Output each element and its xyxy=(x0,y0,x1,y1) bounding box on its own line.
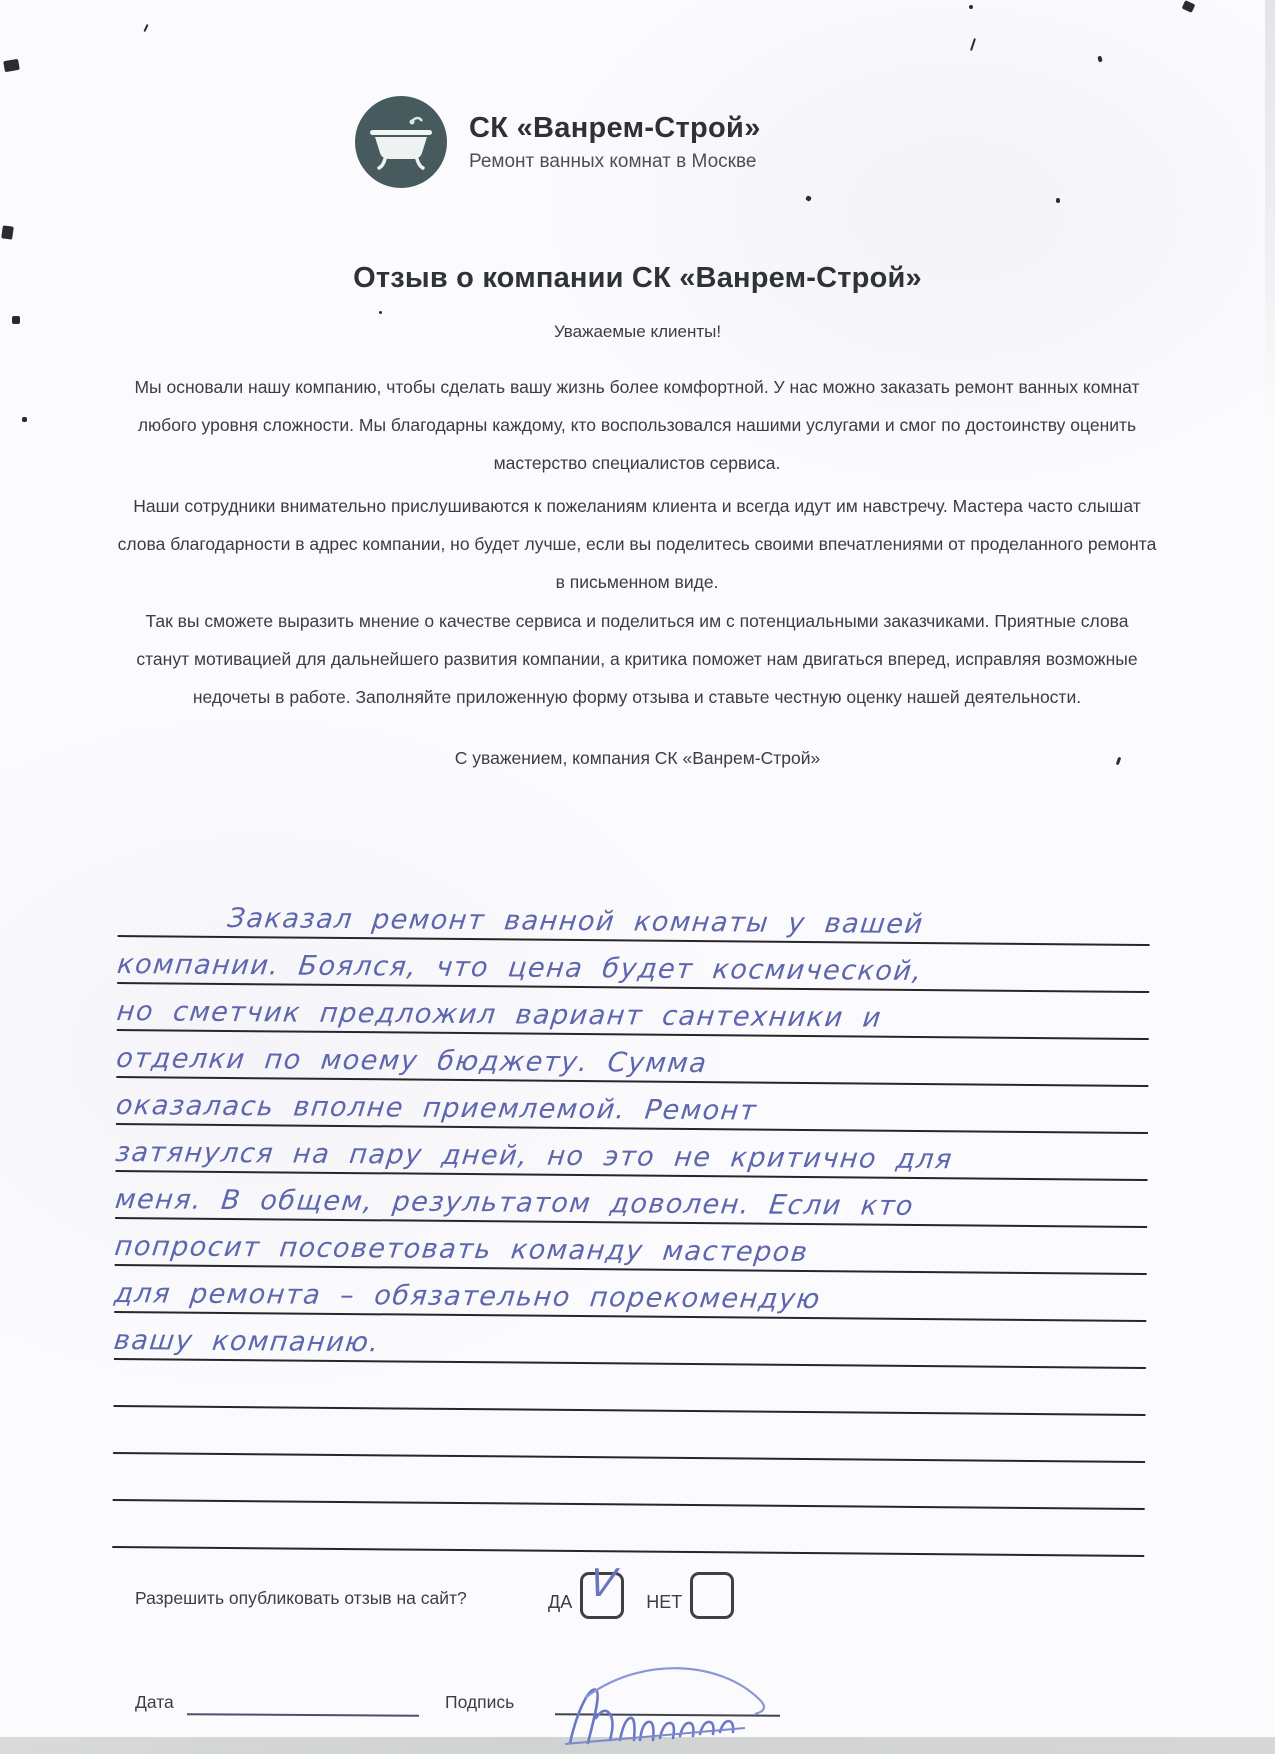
date-field-line[interactable] xyxy=(187,1713,419,1717)
no-checkbox[interactable] xyxy=(690,1572,734,1619)
handwritten-text: компании. Боялся, что цена будет космической, xyxy=(115,949,925,988)
company-name: СК «Ванрем-Строй» xyxy=(469,111,761,144)
review-line-14[interactable] xyxy=(112,1501,1144,1557)
scan-speck xyxy=(970,38,976,51)
yes-checkmark: V xyxy=(587,1561,620,1605)
handwritten-text: попросит посоветовать команду мастеров xyxy=(113,1231,811,1269)
scan-speck xyxy=(3,59,20,72)
signature-label: Подпись xyxy=(445,1692,515,1712)
date-signature-row xyxy=(135,1686,1175,1736)
review-lines[interactable] xyxy=(112,890,1150,1557)
scan-speck xyxy=(805,195,812,202)
scan-speck xyxy=(1056,198,1060,203)
signature xyxy=(530,1648,830,1758)
scan-speck xyxy=(1,225,14,239)
scan-speck xyxy=(143,24,148,32)
company-tagline: Ремонт ванных комнат в Москве xyxy=(469,150,757,172)
handwritten-text: отделки по моему бюджету. Сумма xyxy=(114,1043,710,1080)
intro-paragraph-3: Так вы сможете выразить мнение о качестве сервиса и поделиться им с потенциальными заказчиками. Приятные слова станут мотивацией для дальнейшего развития компании, а критика поможет нам двигаться вперед, исправляя возможные недочеты в работе. Заполняйте приложенную форму отзыва и ставьте честную оценку нашей деятельности. xyxy=(136,611,1138,707)
intro-paragraph-2: Наши сотрудники внимательно прислушиваются к пожеланиям клиента и всегда идут им навстречу. Мастера часто слышат слова благодарности в адрес компании, но будет лучше, если вы поделитесь своими впечатлениями от проделанного ремонта в письменном виде. xyxy=(117,496,1157,592)
handwritten-text: затянулся на пару дней, но это не критично для xyxy=(113,1137,955,1176)
scan-speck xyxy=(969,5,973,9)
scan-speck xyxy=(22,417,27,422)
handwritten-text: но сметчик предложил вариант сантехники и xyxy=(115,996,884,1034)
scan-right-edge xyxy=(1265,0,1275,420)
scan-speck xyxy=(1182,0,1196,13)
intro-paragraph-1: Мы основали нашу компанию, чтобы сделать вашу жизнь более комфортной. У нас можно заказать ремонт ванных комнат любого уровня сложности. Мы благодарны каждому, кто воспользовался нашими услугами и смог по достоинству оценить мастерство специалистов сервиса. xyxy=(134,377,1140,473)
handwritten-text: меня. В общем, результатом доволен. Если кто xyxy=(113,1184,916,1222)
publish-choice xyxy=(548,1561,734,1619)
no-label: НЕТ xyxy=(646,1592,683,1612)
bathtub-icon xyxy=(368,113,434,171)
greeting-line: Уважаемые клиенты! xyxy=(553,322,722,341)
handwritten-text: оказалась вполне приемлемой. Ремонт xyxy=(114,1090,759,1127)
brand-text xyxy=(469,112,761,173)
yes-checkbox[interactable] xyxy=(580,1561,624,1619)
signoff-line: С уважением, компания СК «Ванрем-Строй» xyxy=(454,748,821,768)
handwritten-text: Заказал ремонт ванной комнаты у вашей xyxy=(225,902,926,941)
scan-speck xyxy=(379,311,382,314)
company-header xyxy=(355,96,761,188)
handwritten-text: для ремонта – обязательно порекомендую xyxy=(112,1277,823,1316)
scan-speck xyxy=(1097,56,1102,63)
handwritten-text: вашу компанию. xyxy=(112,1324,382,1359)
page-title: Отзыв о компании СК «Ванрем-Строй» xyxy=(353,262,922,294)
company-logo xyxy=(355,96,447,188)
publish-question: Разрешить опубликовать отзыв на сайт? xyxy=(135,1588,467,1608)
yes-label: ДА xyxy=(548,1592,573,1612)
date-label: Дата xyxy=(135,1692,174,1712)
